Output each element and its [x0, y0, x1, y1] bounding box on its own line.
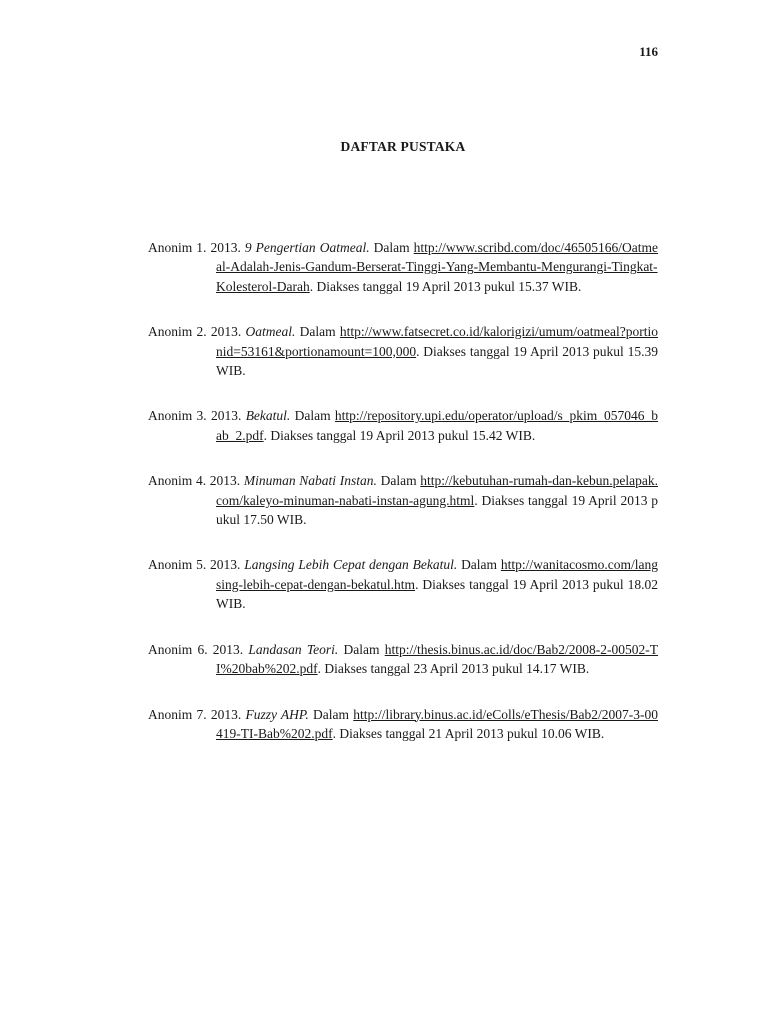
reference-dalam: Dalam — [294, 408, 331, 424]
reference-author-year: Anonim 2. 2013. — [148, 324, 242, 340]
reference-dalam: Dalam — [461, 557, 498, 573]
reference-item — [148, 406, 658, 445]
reference-access-note: . Diakses tanggal 19 April 2013 pukul 15.42 WIB. — [263, 427, 536, 443]
reference-list — [148, 238, 658, 769]
reference-title: 9 Pengertian Oatmeal. — [244, 240, 370, 255]
reference-item — [148, 238, 658, 296]
reference-link[interactable]: http://thesis.binus.ac.id/doc/Bab2/2008-2-00502-TI%20bab%202.pdf — [216, 641, 659, 677]
reference-item — [148, 555, 658, 613]
reference-link[interactable]: http://repository.upi.edu/operator/upload/s_pkim_057046_bab_2.pdf — [216, 408, 659, 443]
reference-access-note: . Diakses tanggal 19 April 2013 pukul 15.37 WIB. — [309, 278, 582, 294]
reference-access-note: . Diakses tanggal 23 April 2013 pukul 14.17 WIB. — [317, 661, 590, 677]
reference-author-year: Anonim 6. 2013. — [148, 641, 244, 657]
reference-link[interactable]: http://www.scribd.com/doc/46505166/Oatmeal-Adalah-Jenis-Gandum-Berserat-Tinggi-Yang-Membantu-Mengurangi-Tingkat-Kolesterol-Darah — [216, 240, 659, 294]
reference-dalam: Dalam — [343, 641, 380, 657]
page-number: 116 — [639, 44, 658, 59]
reference-dalam: Dalam — [373, 240, 410, 255]
reference-author-year: Anonim 5. 2013. — [148, 557, 241, 573]
reference-author-year: Anonim 1. 2013. — [148, 240, 241, 255]
page-title: DAFTAR PUSTAKA — [340, 139, 466, 154]
reference-title: Minuman Nabati Instan. — [243, 473, 377, 489]
reference-link[interactable]: http://www.fatsecret.co.id/kalorigizi/umum/oatmeal?portionid=53161&portionamount=100,000 — [216, 324, 659, 359]
reference-title: Langsing Lebih Cepat dengan Bekatul. — [244, 557, 458, 573]
reference-access-note: . Diakses tanggal 19 April 2013 pukul 18.02 WIB. — [216, 576, 658, 612]
reference-link[interactable]: http://library.binus.ac.id/eColls/eThesis/Bab2/2007-3-00419-TI-Bab%202.pdf — [216, 706, 658, 741]
reference-title: Oatmeal. — [245, 324, 296, 340]
reference-dalam: Dalam — [380, 473, 417, 489]
reference-link[interactable]: http://wanitacosmo.com/langsing-lebih-cepat-dengan-bekatul.htm — [216, 557, 659, 592]
reference-access-note: . Diakses tanggal 19 April 2013 pukul 15.39 WIB. — [216, 343, 658, 379]
reference-link[interactable]: http://kebutuhan-rumah-dan-kebun.pelapak.com/kaleyo-minuman-nabati-instan-agung.html — [216, 473, 658, 508]
reference-title: Bekatul. — [245, 408, 291, 424]
reference-author-year: Anonim 3. 2013. — [148, 408, 242, 424]
reference-dalam: Dalam — [313, 706, 350, 722]
reference-access-note: . Diakses tanggal 19 April 2013 pukul 17.50 WIB. — [216, 492, 658, 528]
reference-item — [148, 322, 658, 380]
reference-access-note: . Diakses tanggal 21 April 2013 pukul 10.06 WIB. — [332, 725, 605, 741]
reference-author-year: Anonim 4. 2013. — [148, 473, 241, 489]
reference-item — [148, 640, 658, 679]
reference-item — [148, 705, 658, 744]
reference-item — [148, 471, 658, 529]
reference-title: Fuzzy AHP. — [245, 706, 309, 722]
reference-author-year: Anonim 7. 2013. — [148, 706, 242, 722]
reference-dalam: Dalam — [299, 324, 336, 340]
reference-title: Landasan Teori. — [248, 641, 339, 657]
